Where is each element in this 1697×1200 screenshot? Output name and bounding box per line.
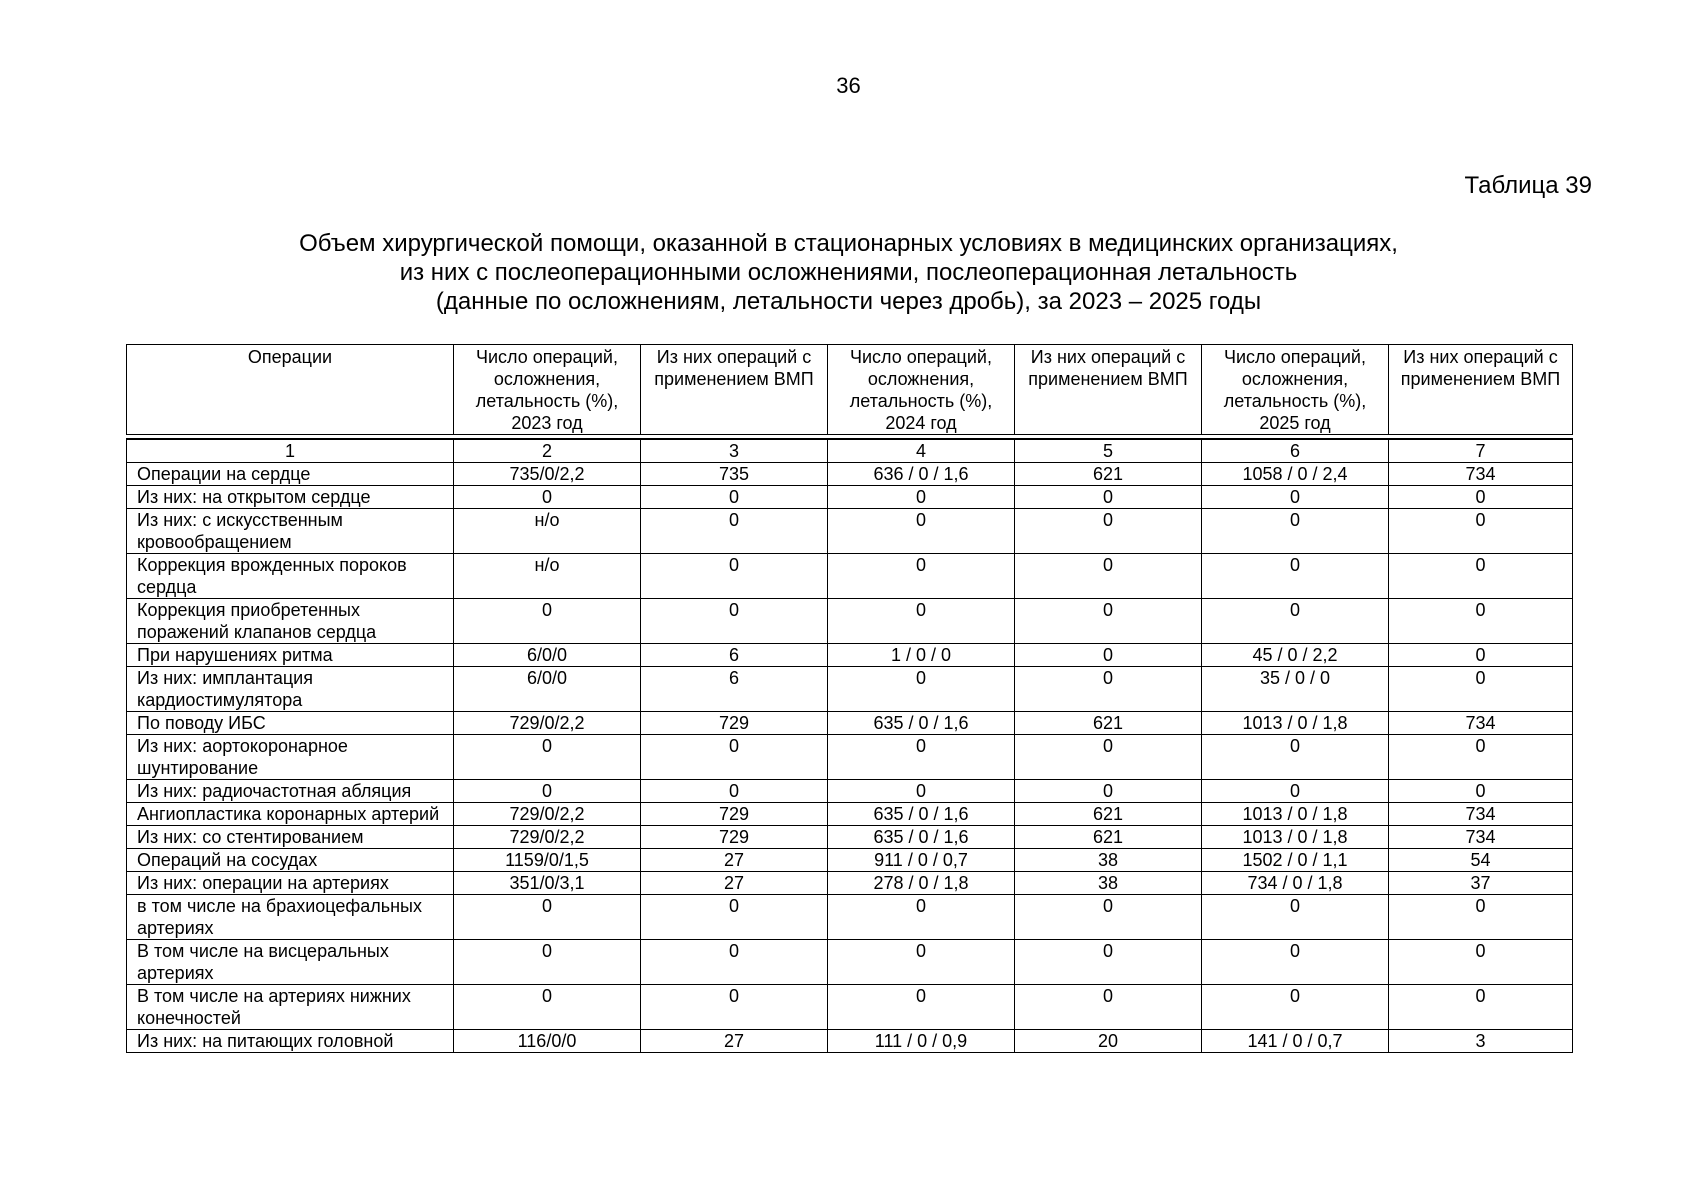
- value-cell: 0: [1202, 895, 1389, 940]
- table-row: [127, 667, 1573, 712]
- value-cell: 0: [828, 985, 1015, 1030]
- value-cell: 0: [828, 509, 1015, 554]
- value-cell: 0: [1389, 644, 1573, 667]
- value-cell: 0: [1389, 599, 1573, 644]
- value-cell: 0: [828, 667, 1015, 712]
- value-cell: 0: [641, 985, 828, 1030]
- value-cell: 27: [641, 1030, 828, 1053]
- column-number-cell: 2: [454, 439, 641, 463]
- table-row: [127, 895, 1573, 940]
- operation-name-cell: Ангиопластика коронарных артерий: [127, 803, 454, 826]
- value-cell: 54: [1389, 849, 1573, 872]
- value-cell: 1 / 0 / 0: [828, 644, 1015, 667]
- value-cell: 38: [1015, 872, 1202, 895]
- value-cell: 635 / 0 / 1,6: [828, 803, 1015, 826]
- operation-name-cell: Из них: аортокоронарное шунтирование: [127, 735, 454, 780]
- operation-name-cell: Из них: с искусственным кровообращением: [127, 509, 454, 554]
- header-cell: Из них операций с применением ВМП: [641, 345, 828, 435]
- operation-name-cell: Из них: имплантация кардиостимулятора: [127, 667, 454, 712]
- value-cell: 0: [641, 599, 828, 644]
- value-cell: 729/0/2,2: [454, 712, 641, 735]
- column-number-cell: 4: [828, 439, 1015, 463]
- title-line: из них с послеоперационными осложнениями, послеоперационная летальность: [399, 259, 1298, 286]
- column-number-cell: 6: [1202, 439, 1389, 463]
- value-cell: 0: [828, 940, 1015, 985]
- operation-name-cell: По поводу ИБС: [127, 712, 454, 735]
- column-number-row: [127, 439, 1573, 463]
- value-cell: 0: [1389, 486, 1573, 509]
- value-cell: 735/0/2,2: [454, 463, 641, 486]
- table-row: [127, 803, 1573, 826]
- value-cell: 621: [1015, 803, 1202, 826]
- value-cell: 0: [828, 780, 1015, 803]
- value-cell: 20: [1015, 1030, 1202, 1053]
- value-cell: 0: [1015, 599, 1202, 644]
- value-cell: 6: [641, 644, 828, 667]
- column-number-cell: 5: [1015, 439, 1202, 463]
- header-cell: Число операций, осложнения, летальность (%), 2025 год: [1202, 345, 1389, 435]
- operation-name-cell: При нарушениях ритма: [127, 644, 454, 667]
- value-cell: 734: [1389, 463, 1573, 486]
- value-cell: 621: [1015, 463, 1202, 486]
- value-cell: 0: [641, 735, 828, 780]
- value-cell: 729/0/2,2: [454, 826, 641, 849]
- value-cell: 1159/0/1,5: [454, 849, 641, 872]
- operation-name-cell: Из них: радиочастотная абляция: [127, 780, 454, 803]
- value-cell: 38: [1015, 849, 1202, 872]
- value-cell: 635 / 0 / 1,6: [828, 712, 1015, 735]
- value-cell: 1058 / 0 / 2,4: [1202, 463, 1389, 486]
- value-cell: 0: [1015, 554, 1202, 599]
- value-cell: 636 / 0 / 1,6: [828, 463, 1015, 486]
- value-cell: 1502 / 0 / 1,1: [1202, 849, 1389, 872]
- value-cell: 1013 / 0 / 1,8: [1202, 712, 1389, 735]
- value-cell: 37: [1389, 872, 1573, 895]
- value-cell: 0: [828, 554, 1015, 599]
- header-cell: Из них операций с применением ВМП: [1389, 345, 1573, 435]
- value-cell: 621: [1015, 826, 1202, 849]
- table-body: [127, 435, 1573, 1053]
- operation-name-cell: В том числе на висцеральных артериях: [127, 940, 454, 985]
- value-cell: 0: [1015, 940, 1202, 985]
- operation-name-cell: в том числе на брахиоцефальных артериях: [127, 895, 454, 940]
- value-cell: 0: [1202, 486, 1389, 509]
- value-cell: 729: [641, 826, 828, 849]
- value-cell: 0: [1389, 667, 1573, 712]
- table-row: [127, 1030, 1573, 1053]
- value-cell: 911 / 0 / 0,7: [828, 849, 1015, 872]
- value-cell: 635 / 0 / 1,6: [828, 826, 1015, 849]
- value-cell: 0: [454, 940, 641, 985]
- value-cell: 729: [641, 712, 828, 735]
- value-cell: 27: [641, 872, 828, 895]
- value-cell: 0: [1202, 735, 1389, 780]
- table-row: [127, 985, 1573, 1030]
- value-cell: 734: [1389, 803, 1573, 826]
- value-cell: 0: [1015, 486, 1202, 509]
- value-cell: 0: [1202, 599, 1389, 644]
- value-cell: 0: [641, 554, 828, 599]
- table-title: [0, 229, 1697, 316]
- value-cell: 0: [1015, 780, 1202, 803]
- surgery-volume-table: [126, 344, 1573, 1053]
- table-row: [127, 463, 1573, 486]
- value-cell: 0: [454, 780, 641, 803]
- operation-name-cell: Из них: со стентированием: [127, 826, 454, 849]
- value-cell: 45 / 0 / 2,2: [1202, 644, 1389, 667]
- title-line: (данные по осложнениям, летальности через дробь), за 2023 – 2025 годы: [435, 288, 1262, 315]
- table-row: [127, 735, 1573, 780]
- header-cell: Число операций, осложнения, летальность (%), 2023 год: [454, 345, 641, 435]
- table-row: [127, 486, 1573, 509]
- value-cell: 0: [454, 985, 641, 1030]
- value-cell: 111 / 0 / 0,9: [828, 1030, 1015, 1053]
- value-cell: 0: [1015, 667, 1202, 712]
- value-cell: 0: [1015, 644, 1202, 667]
- table-label: Таблица 39: [1464, 172, 1592, 199]
- value-cell: 0: [1015, 985, 1202, 1030]
- value-cell: 0: [1389, 780, 1573, 803]
- value-cell: 0: [641, 509, 828, 554]
- value-cell: 0: [641, 895, 828, 940]
- value-cell: 735: [641, 463, 828, 486]
- value-cell: 0: [828, 735, 1015, 780]
- title-line: Объем хирургической помощи, оказанной в стационарных условиях в медицинских организациях,: [299, 230, 1398, 257]
- operation-name-cell: В том числе на артериях нижних конечностей: [127, 985, 454, 1030]
- value-cell: 0: [828, 486, 1015, 509]
- value-cell: 0: [828, 599, 1015, 644]
- value-cell: 0: [1202, 554, 1389, 599]
- value-cell: 0: [1202, 780, 1389, 803]
- table-row: [127, 780, 1573, 803]
- value-cell: 0: [1015, 509, 1202, 554]
- value-cell: 1013 / 0 / 1,8: [1202, 826, 1389, 849]
- value-cell: 621: [1015, 712, 1202, 735]
- operation-name-cell: Коррекция приобретенных поражений клапанов сердца: [127, 599, 454, 644]
- value-cell: 0: [1389, 509, 1573, 554]
- header-cell: Из них операций с применением ВМП: [1015, 345, 1202, 435]
- operation-name-cell: Из них: операции на артериях: [127, 872, 454, 895]
- table-row: [127, 849, 1573, 872]
- value-cell: 734: [1389, 712, 1573, 735]
- column-number-cell: 1: [127, 439, 454, 463]
- operation-name-cell: Операции на сердце: [127, 463, 454, 486]
- page-number: 36: [836, 73, 861, 98]
- value-cell: 734 / 0 / 1,8: [1202, 872, 1389, 895]
- value-cell: 0: [1202, 940, 1389, 985]
- value-cell: 27: [641, 849, 828, 872]
- operation-name-cell: Из них: на открытом сердце: [127, 486, 454, 509]
- value-cell: 6/0/0: [454, 667, 641, 712]
- value-cell: н/о: [454, 509, 641, 554]
- value-cell: 6/0/0: [454, 644, 641, 667]
- table-row: [127, 509, 1573, 554]
- value-cell: 0: [1389, 895, 1573, 940]
- value-cell: 0: [454, 735, 641, 780]
- table-row: [127, 940, 1573, 985]
- value-cell: 141 / 0 / 0,7: [1202, 1030, 1389, 1053]
- value-cell: 0: [454, 599, 641, 644]
- value-cell: 0: [1389, 985, 1573, 1030]
- value-cell: 0: [641, 486, 828, 509]
- value-cell: 278 / 0 / 1,8: [828, 872, 1015, 895]
- value-cell: 1013 / 0 / 1,8: [1202, 803, 1389, 826]
- value-cell: 35 / 0 / 0: [1202, 667, 1389, 712]
- value-cell: 0: [1389, 735, 1573, 780]
- table-row: [127, 712, 1573, 735]
- value-cell: 729/0/2,2: [454, 803, 641, 826]
- value-cell: 0: [1015, 895, 1202, 940]
- value-cell: 0: [1015, 735, 1202, 780]
- value-cell: 0: [454, 895, 641, 940]
- header-cell: Операции: [127, 345, 454, 435]
- table-row: [127, 644, 1573, 667]
- value-cell: 3: [1389, 1030, 1573, 1053]
- column-number-cell: 3: [641, 439, 828, 463]
- value-cell: 729: [641, 803, 828, 826]
- table-row: [127, 554, 1573, 599]
- value-cell: 351/0/3,1: [454, 872, 641, 895]
- value-cell: 734: [1389, 826, 1573, 849]
- table-row: [127, 599, 1573, 644]
- value-cell: 0: [641, 940, 828, 985]
- operation-name-cell: Из них: на питающих головной: [127, 1030, 454, 1053]
- value-cell: 0: [454, 486, 641, 509]
- value-cell: н/о: [454, 554, 641, 599]
- value-cell: 0: [1202, 985, 1389, 1030]
- column-number-cell: 7: [1389, 439, 1573, 463]
- value-cell: 0: [1389, 940, 1573, 985]
- header-cell: Число операций, осложнения, летальность (%), 2024 год: [828, 345, 1015, 435]
- table-row: [127, 872, 1573, 895]
- value-cell: 0: [641, 780, 828, 803]
- value-cell: 0: [1389, 554, 1573, 599]
- value-cell: 116/0/0: [454, 1030, 641, 1053]
- table-row: [127, 826, 1573, 849]
- header-row: [127, 345, 1573, 435]
- operation-name-cell: Операций на сосудах: [127, 849, 454, 872]
- value-cell: 0: [1202, 509, 1389, 554]
- value-cell: 6: [641, 667, 828, 712]
- value-cell: 0: [828, 895, 1015, 940]
- operation-name-cell: Коррекция врожденных пороков сердца: [127, 554, 454, 599]
